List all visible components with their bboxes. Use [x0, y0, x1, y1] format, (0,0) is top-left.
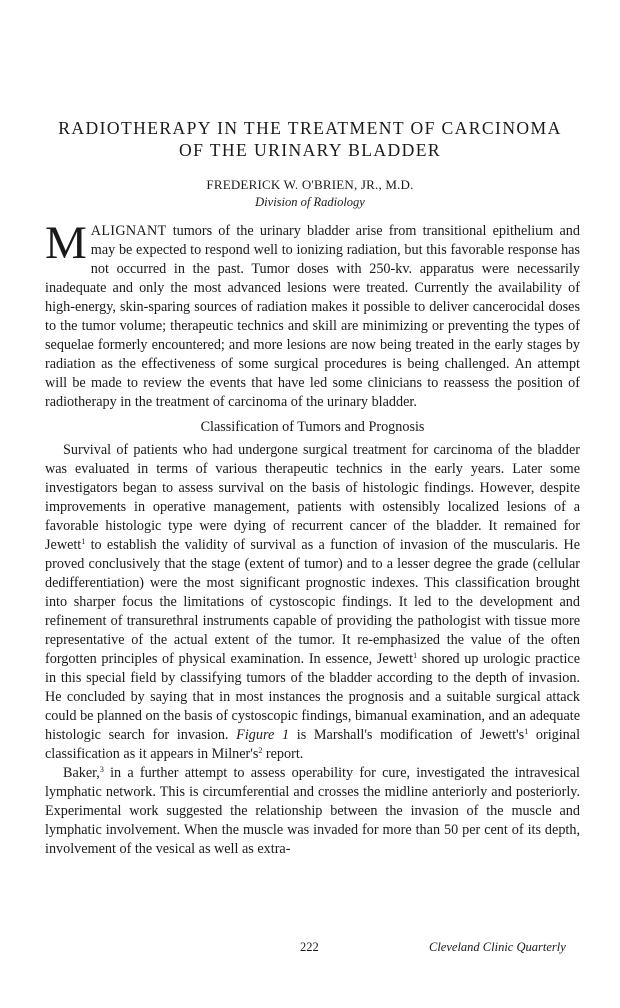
text-run: report. [262, 746, 304, 762]
lead-caps: ALIGNANT [90, 223, 167, 239]
text-run: original classification as it appears in Milner's [45, 727, 581, 762]
reference-marker: 1 [413, 651, 418, 660]
text-run: shored up urologic practice in this special field by classifying tumors of the bladder according to the depth of invasion. He concluded by saying that in most instances the prognosis and a suitable surgical attack could be planned on the basis of cystoscopic findings, bimanual examination, and an adequate histologic search for invasion. [45, 651, 581, 743]
reference-marker: 2 [258, 746, 263, 755]
text-run: Baker, [63, 765, 100, 781]
article-title-line-2: OF THE URINARY BLADDER [179, 140, 441, 160]
section-heading: Classification of Tumors and Prognosis [200, 419, 425, 435]
paragraph-survival [45, 441, 580, 764]
reference-marker: 1 [524, 727, 529, 736]
text-run: in a further attempt to assess operability for cure, investigated the intravesical lymphatic network. This is circumferential and crosses the midline anteriorly and posteriorly. Experimental work suggested the relationship between the invasion of the muscle and lymphatic involvement. When the muscle was invaded for more than 50 per cent of its depth, involvement of the vesical as well as extra- [45, 765, 580, 857]
paragraph-baker [45, 764, 580, 859]
text-run: is Marshall's modification of Jewett's [289, 727, 525, 743]
reference-marker: 3 [99, 765, 104, 774]
article-title-line-1: RADIOTHERAPY IN THE TREATMENT OF CARCINOMA [58, 118, 562, 138]
intro-paragraph [45, 217, 580, 412]
text-run: Survival of patients who had undergone surgical treatment for carcinoma of the bladder was evaluated in terms of various therapeutic technics in the early years. Later some investigators began to assess survival on the basis of histologic findings. However, despite improvements in operative management, patients with ostensibly localized lesions of a favorable histologic type were dying of recurrent cancer of the bladder. It remained for Jewett [45, 442, 580, 553]
journal-name: Cleveland Clinic Quarterly [429, 940, 566, 954]
reference-marker: 1 [81, 537, 86, 546]
figure-reference: Figure 1 [236, 727, 290, 743]
intro-text: tumors of the urinary bladder arise from transitional epithelium and may be expected to respond well to ionizing radiation, but this favorable response has not occurred in the past. Tumor doses with 250-kv. apparatus were necessarily inadequate and only the most advanced lesions were treated. Currently the availability of high-energy, skin-sparing sources of radiation makes it possible to deliver cancerocidal doses to the tumor volume; therapeutic technics and skill are minimizing or preventing the types of sequelae formerly encountered; and more lesions are now being treated in the early stages by radiation as the effectiveness of some surgical procedures is being challenged. An attempt will be made to review the events that have led some clinicians to reassess the position of radiotherapy in the treatment of carcinoma of the urinary bladder. [45, 223, 580, 410]
drop-cap: M [45, 217, 87, 269]
article-body [45, 217, 581, 859]
author-name: FREDERICK W. O'BRIEN, JR., M.D. [206, 177, 414, 192]
page-number: 222 [300, 940, 319, 954]
text-run: to establish the validity of survival as a function of invasion of the muscularis. He proved conclusively that the stage (extent of tumor) and to a lesser degree the grade (cellular dedifferentiation) were the most significant prognostic indexes. This classification brought into sharper focus the limitations of cystoscopic findings. It led to the development and refinement of transurethral instruments capable of providing the pathologist with tissue more representative of the actual extent of the tumor. It re-emphasized the value of the often forgotten principles of physical examination. In essence, Jewett [45, 537, 580, 667]
author-department: Division of Radiology [255, 195, 365, 209]
